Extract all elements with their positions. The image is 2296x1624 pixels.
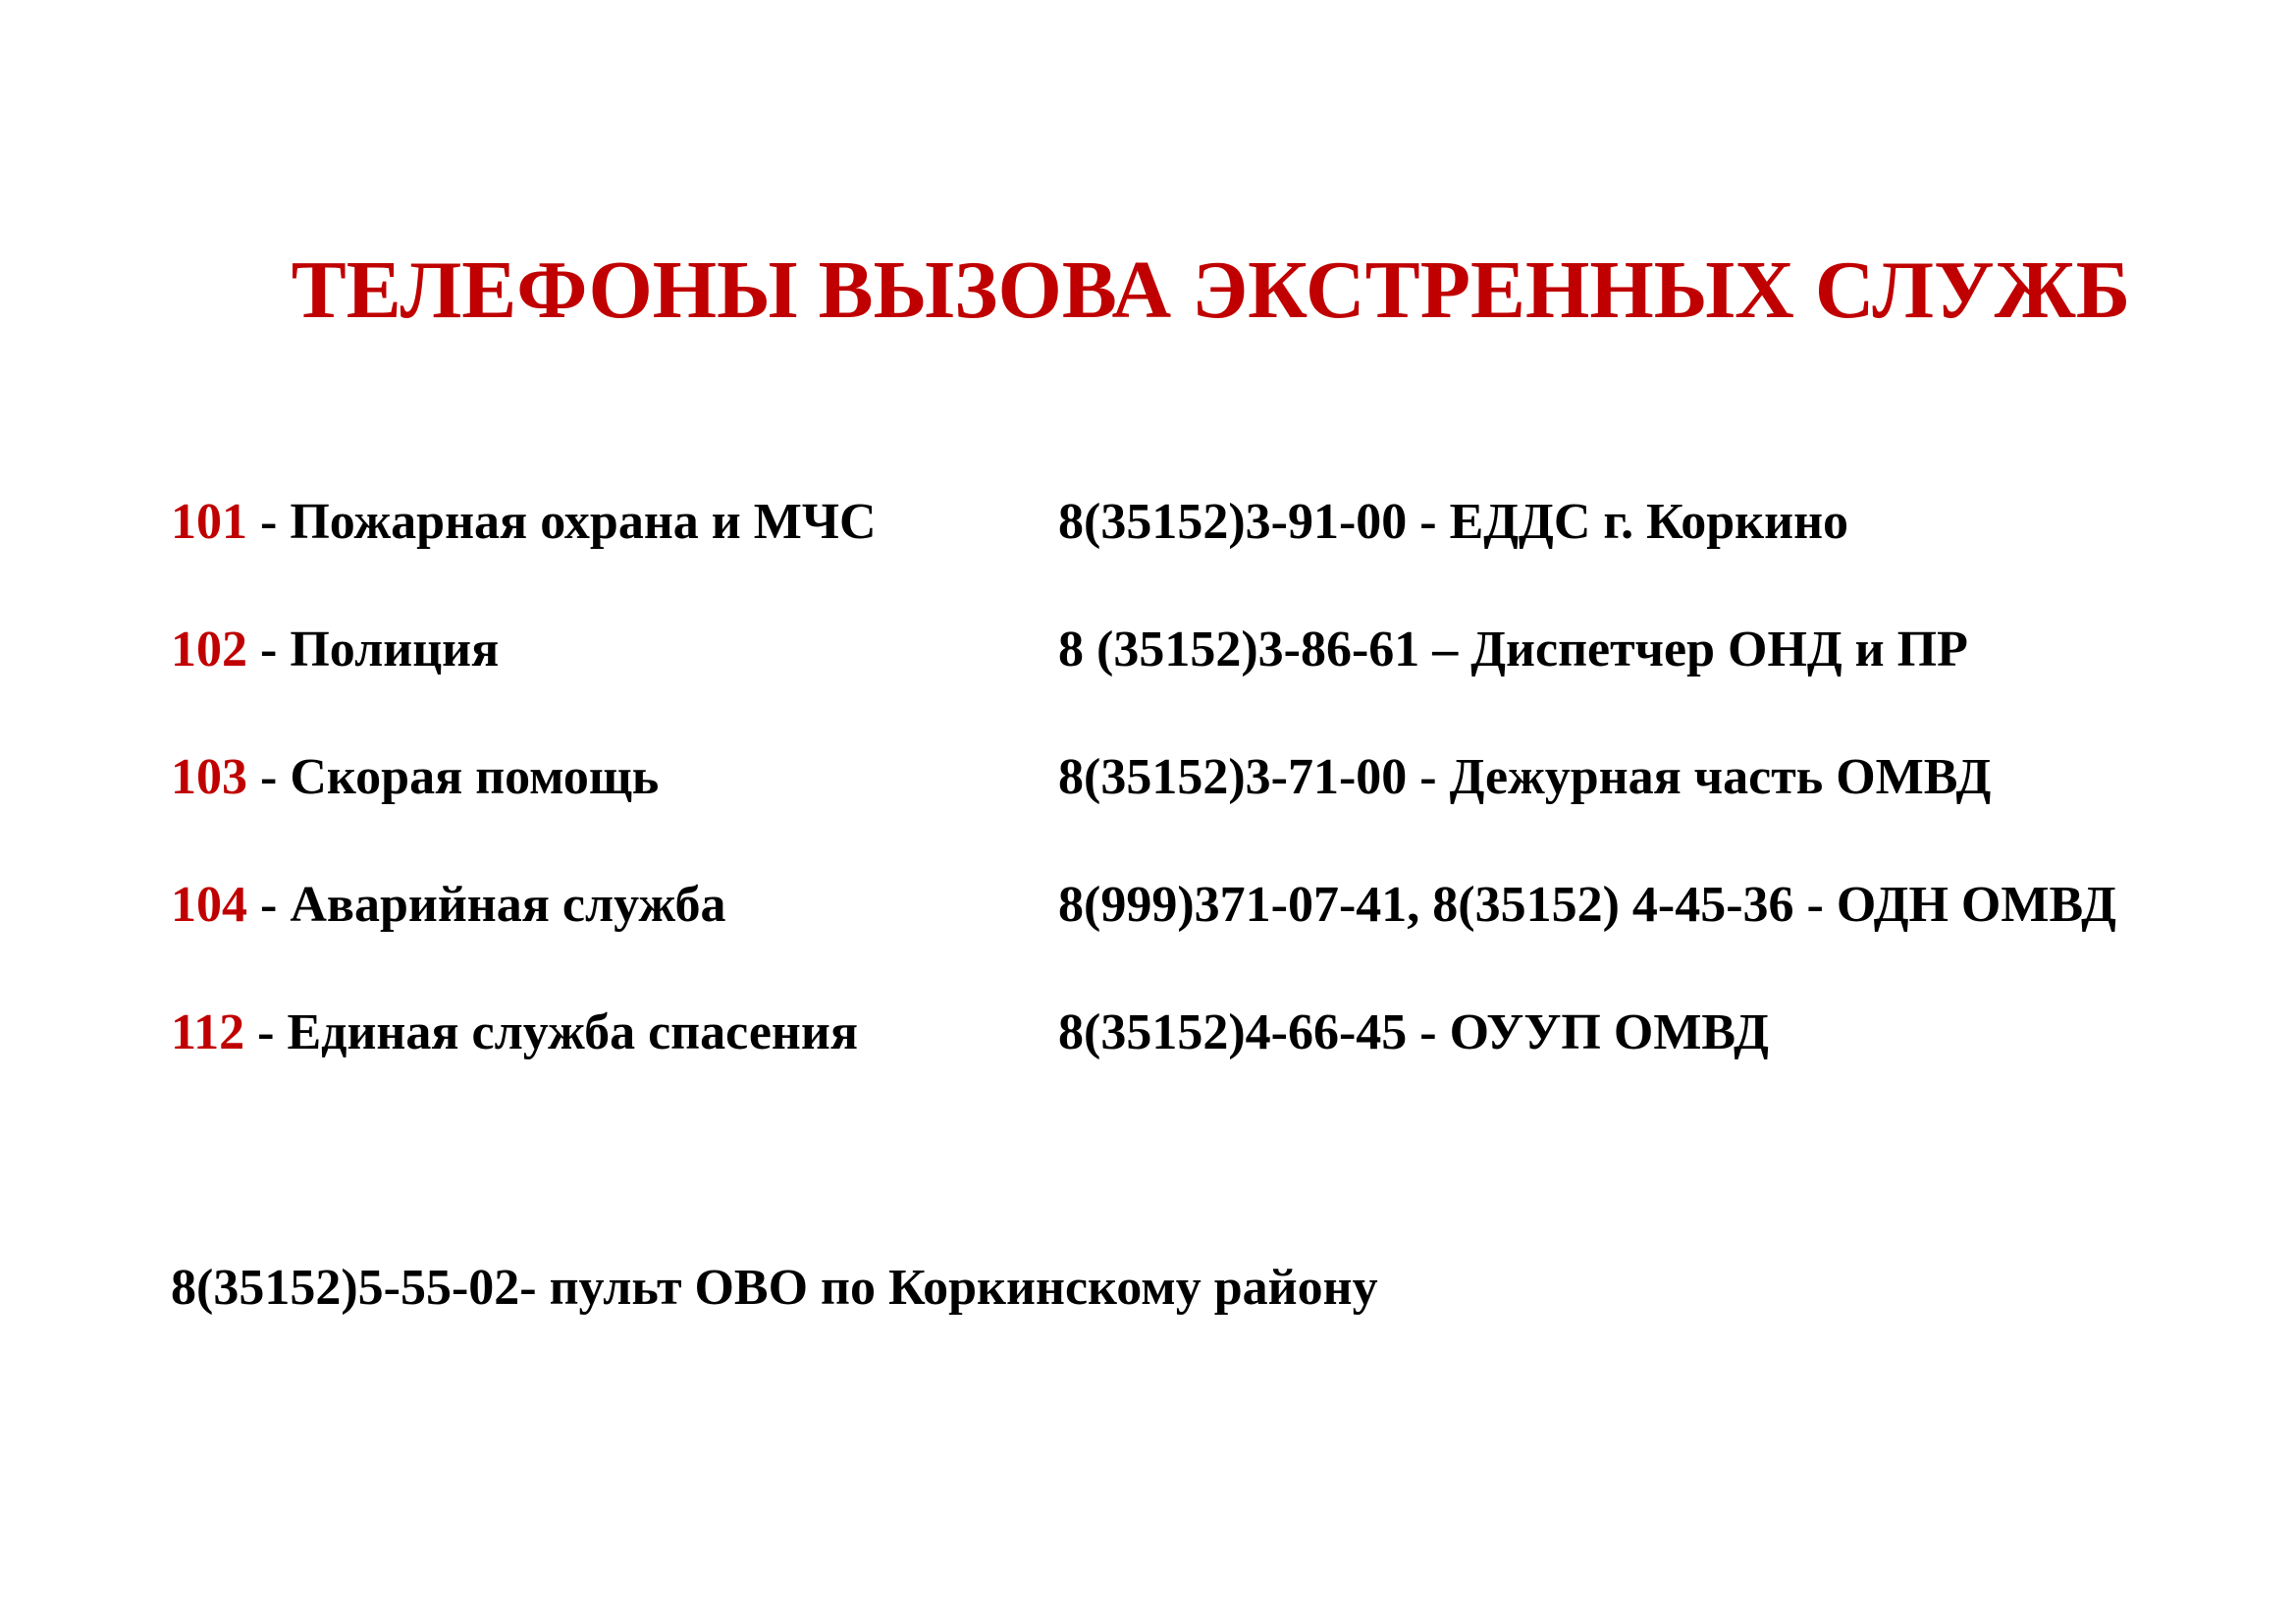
emergency-label: - Аварийная служба [247, 877, 726, 933]
emergency-number: 104 [171, 877, 247, 933]
emergency-number: 102 [171, 622, 247, 677]
local-phone-ond-dispatcher: 8 (35152)3-86-61 – Диспетчер ОНД и ПР [1058, 622, 1968, 677]
emergency-line-ambulance [171, 746, 659, 809]
emergency-label: - Единая служба спасения [244, 1004, 858, 1060]
footer-phone-ovo: 8(35152)5-55-02- пульт ОВО по Коркинскому району [171, 1260, 1378, 1316]
local-phone-odn-omvd: 8(999)371-07-41, 8(35152) 4-45-36 - ОДН ОМВД [1058, 877, 2116, 933]
emergency-number: 101 [171, 494, 247, 550]
local-phone-edds: 8(35152)3-91-00 - ЕДДС г. Коркино [1058, 494, 1849, 550]
emergency-label: - Скорая помощь [247, 749, 660, 805]
emergency-line-police [171, 619, 499, 681]
local-phone-ouup-omvd: 8(35152)4-66-45 - ОУУП ОМВД [1058, 1004, 1769, 1060]
emergency-line-fire [171, 491, 877, 554]
emergency-number: 112 [171, 1004, 245, 1060]
emergency-number: 103 [171, 749, 247, 805]
emergency-label: - Полиция [247, 622, 500, 677]
emergency-line-emergency-service [171, 874, 725, 937]
emergency-label: - Пожарная охрана и МЧС [247, 494, 877, 550]
emergency-line-rescue [171, 1001, 858, 1064]
page-title: ТЕЛЕФОНЫ ВЫЗОВА ЭКСТРЕННЫХ СЛУЖБ [291, 244, 2131, 336]
local-phone-omvd-duty: 8(35152)3-71-00 - Дежурная часть ОМВД [1058, 749, 1992, 805]
